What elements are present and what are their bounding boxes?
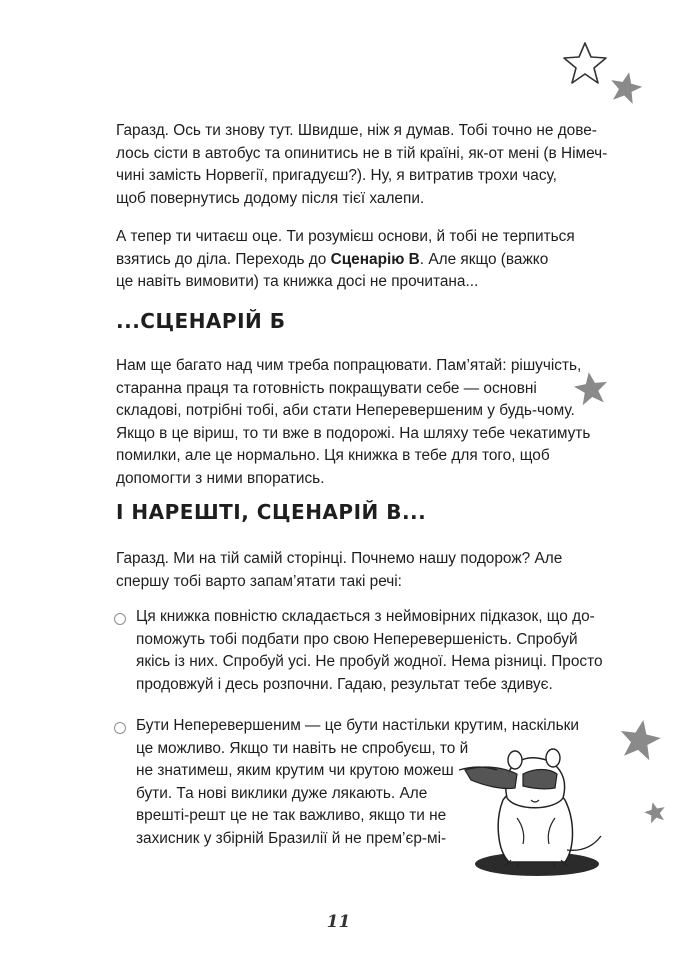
text-line: Ця книжка повністю складається з неймовірних підказок, що до-	[136, 608, 595, 625]
text-line: А тепер ти читаєш оце. Ти розумієш основи, й тобі не терпиться	[116, 228, 575, 245]
text-line: продовжуй і десь розпочни. Гадаю, результат тебе здивує.	[136, 675, 553, 693]
text-line: старанна праця та готовність покращувати себе — основні	[116, 379, 537, 397]
text-line: не знатимеш, яким крутим чи крутою можеш	[136, 762, 454, 779]
bullet-ring-icon	[114, 722, 126, 734]
text-line: Гаразд. Ми на тій самій сторінці. Почнемо нашу подорож? Але	[116, 550, 563, 567]
scenario-c-heading: І НАРЕШТІ, СЦЕНАРІЙ В...	[116, 500, 427, 524]
text-span: взятись до діла. Переходь до	[116, 250, 331, 268]
bullet-item	[136, 606, 603, 696]
text-span: . Але якщо (важко	[419, 250, 549, 268]
star-outline-icon	[560, 40, 610, 86]
text-line: допомогти з ними впоратись.	[116, 469, 325, 487]
text-line: це навіть вимовити) та книжка досі не прочитана...	[116, 273, 479, 290]
star-filled-icon	[608, 70, 644, 104]
scenario-c-paragraph	[116, 548, 578, 593]
scenario-a-paragraph	[116, 226, 578, 294]
text-line: помилки, але це нормально. Ця книжка в тебе для того, щоб	[116, 447, 550, 464]
text-line: бути. Та нові виклики дуже лякають. Але	[136, 784, 428, 802]
scenario-b-heading: ...СЦЕНАРІЙ Б	[116, 309, 286, 333]
hamster-illustration	[445, 740, 625, 890]
scenario-c-reference: Сценарію В	[330, 250, 420, 268]
text-line: Якщо в це віриш, то ти вже в подорожі. На шляху тебе чекатимуть	[116, 424, 591, 442]
text-line: щоб повернутись додому після тієї халепи.	[116, 189, 425, 207]
star-filled-icon	[643, 800, 667, 824]
text-line: якісь із них. Спробуй усі. Не пробуй жодної. Нема різниці. Просто	[136, 653, 603, 670]
text-line: Гаразд. Ось ти знову тут. Швидше, ніж я думав. Тобі точно не дове-	[116, 122, 597, 139]
text-line: чині замість Норвегії, пригадуєш?). Ну, я витратив трохи часу,	[116, 167, 557, 184]
text-line: складові, потрібні тобі, аби стати Неперевершеним у будь-чому.	[116, 402, 575, 419]
text-line: лось сісти в автобус та опинитись не в тій країні, як-от мені (в Німеч-	[116, 144, 608, 162]
intro-paragraph	[116, 120, 608, 210]
text-line: поможуть тобі подбати про свою Неперевершеність. Спробуй	[136, 630, 578, 648]
scenario-b-paragraph	[116, 355, 591, 490]
text-line	[116, 249, 578, 272]
page-number: 11	[326, 912, 351, 932]
text-line: Нам ще багато над чим треба попрацювати. Пам’ятай: рішучість,	[116, 357, 582, 374]
text-line: врешті-решт це не так важливо, якщо ти не	[136, 807, 447, 824]
text-line: спершу тобі варто запам’ятати такі речі:	[116, 572, 402, 590]
bullet-ring-icon	[114, 613, 126, 625]
text-line: Бути Неперевершеним — це бути настільки крутим, наскільки	[136, 717, 579, 734]
text-line: захисник у збірній Бразилії й не прем’єр-мі-	[136, 829, 447, 847]
text-line: це можливо. Якщо ти навіть не спробуєш, то й	[136, 739, 469, 757]
